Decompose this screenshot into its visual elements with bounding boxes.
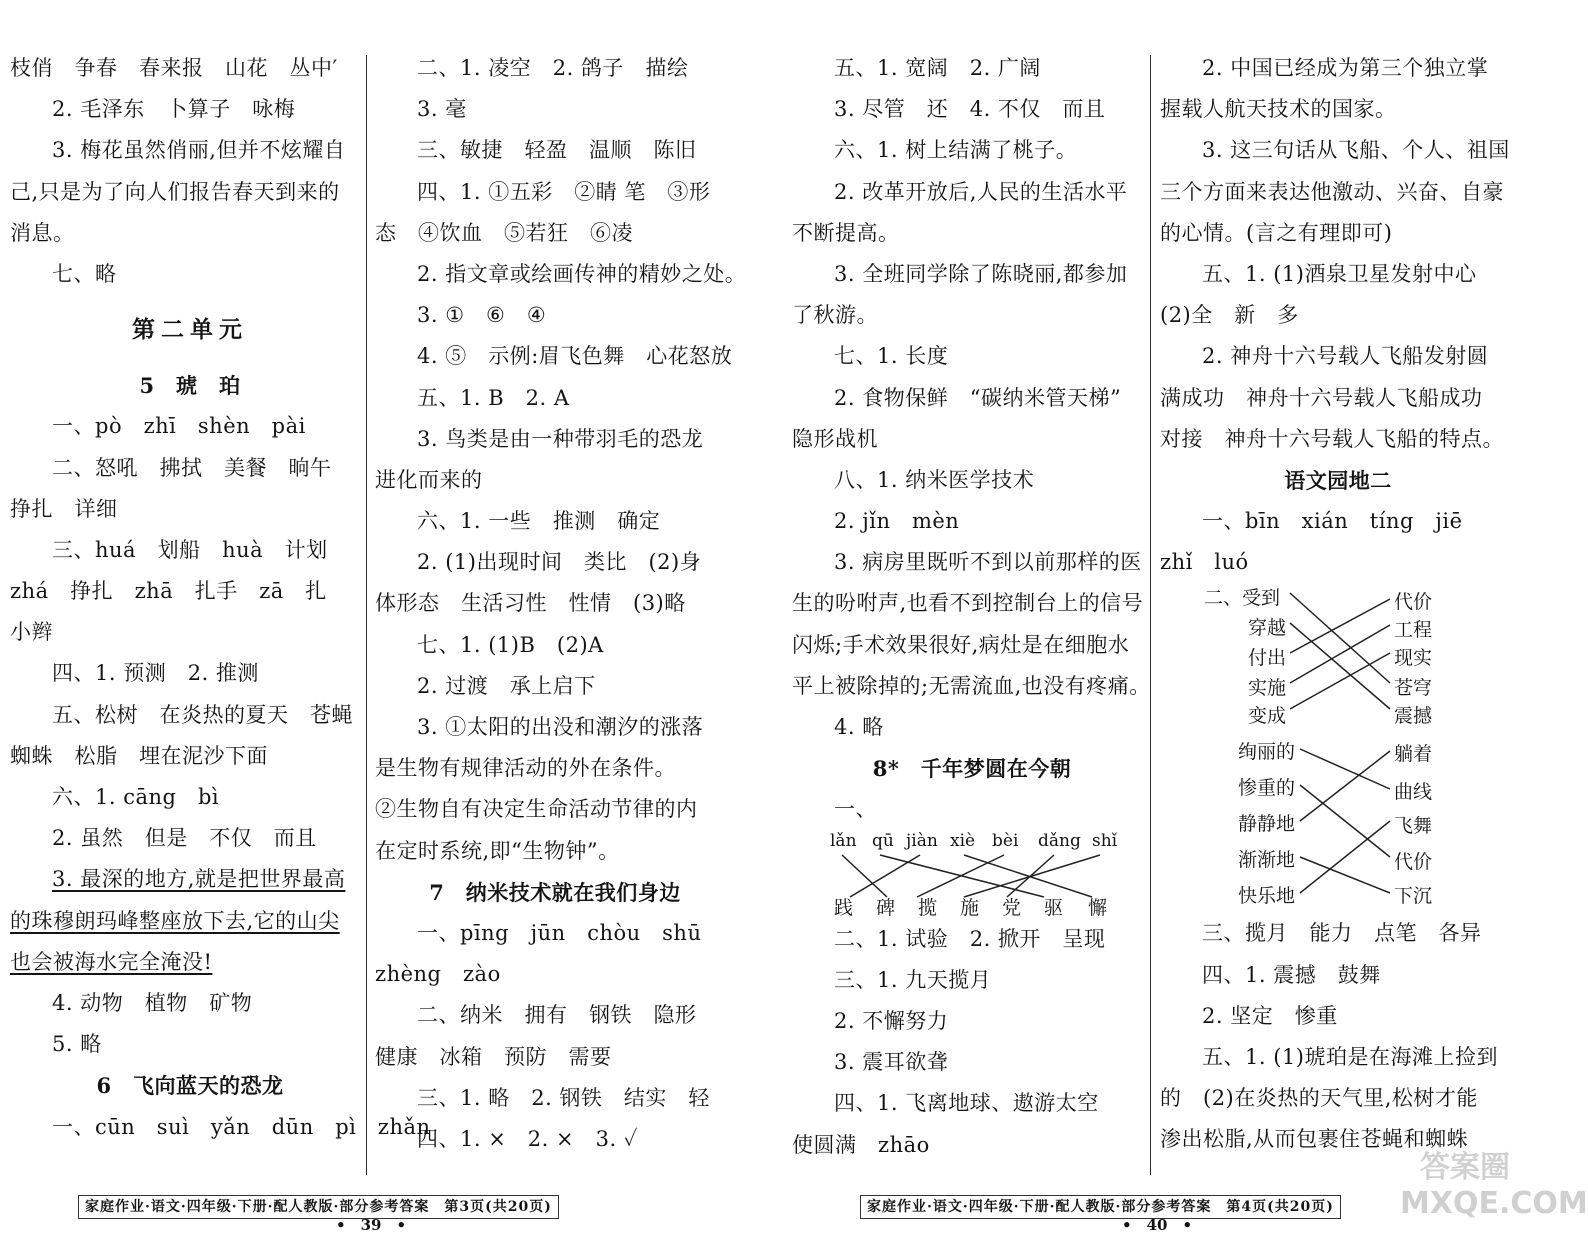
lesson-title: 5 琥 珀 [139, 373, 241, 399]
answer-line: 四、1. × 2. × 3. ✓ [417, 1126, 638, 1151]
pinyin-item: qū [872, 830, 894, 851]
answer-line: 蜘蛛 松脂 埋在泥沙下面 [10, 743, 268, 768]
answer-line: 握载人航天技术的国家。 [1160, 97, 1397, 122]
answer-line: 的 (2)在炎热的天气里,松树才能 [1160, 1086, 1478, 1111]
answer-line: 四、1. 震撼 鼓舞 [1202, 962, 1381, 987]
answer-line: 渗出松脂,从而包裹住苍蝇和蜘蛛 [1160, 1127, 1469, 1152]
answer-line: 二、1. 凌空 2. 鸽子 描绘 [417, 56, 689, 80]
match-right-item: 下沉 [1394, 885, 1433, 908]
matching-lines [1160, 733, 1500, 913]
answer-line: 八、1. 纳米医学技术 [834, 467, 1035, 492]
pinyin-item: jiàn [906, 830, 938, 851]
match-right-item: 代价 [1394, 851, 1433, 874]
match-left-item: 渐渐地 [1238, 849, 1296, 872]
pinyin-item: shǐ [1092, 830, 1118, 851]
char-item: 碑 [876, 896, 896, 919]
answer-line-underlined: 的珠穆朗玛峰整座放下去,它的山尖 [10, 908, 340, 933]
unit-title: 第二单元 [132, 316, 248, 344]
answer-line: 2. 神舟十六号载人飞船发射圆 [1202, 344, 1489, 369]
lesson-title: 6 飞向蓝天的恐龙 [96, 1073, 284, 1099]
answer-line: 3. 尽管 还 4. 不仅 而且 [834, 97, 1106, 122]
answer-line: 2. 指文章或绘画传神的精妙之处。 [417, 261, 747, 286]
match-right-item: 苍穹 [1394, 677, 1433, 700]
section-title: 语文园地二 [1284, 467, 1392, 493]
right-page-number: • 40 • [1122, 1216, 1193, 1234]
answer-line: 六、1. cāng bì [52, 785, 220, 809]
answer-line: 三、1. 九天揽月 [834, 967, 992, 992]
answer-line: 4. ⑤ 示例:眉飞色舞 心花怒放 [417, 344, 733, 369]
char-item: 施 [960, 896, 980, 919]
answer-line-underlined: 3. 最深的地方,就是把世界最高 [52, 867, 346, 892]
answer-line: zhèng zào [375, 962, 501, 987]
match-right-item: 躺着 [1394, 743, 1433, 766]
answer-line: 态 ④饮血 ⑤若狂 ⑥凌 [375, 220, 633, 245]
answer-line: 五、1. (1)酒泉卫星发射中心 [1202, 261, 1477, 286]
match-left-item: 穿越 [1248, 617, 1287, 640]
match-left-item: 实施 [1248, 677, 1287, 700]
answer-line: 3. 全班同学除了陈晓丽,都参加 [834, 261, 1128, 286]
right-page-footer: 家庭作业·语文·四年级·下册·配人教版·部分参考答案 第4页(共20页) [860, 1195, 1341, 1219]
match-left-item: 二、受到 [1204, 587, 1281, 610]
answer-line: 己,只是为了向人们报告春天到来的 [10, 179, 340, 204]
right-page-column-1 [792, 48, 1152, 1183]
answer-line: 一、 [834, 797, 877, 822]
answer-line: 五、1. B 2. A [417, 385, 570, 410]
answer-line: 3. 梅花虽然俏丽,但并不炫耀自 [52, 138, 346, 163]
char-item: 懈 [1088, 896, 1108, 919]
right-page-column-2 [1160, 48, 1516, 1183]
answer-line: zhǐ luó [1160, 550, 1249, 575]
answer-line: 2. 食物保鲜 “碳纳米管天梯” [834, 385, 1122, 410]
word-matching-2 [1160, 733, 1516, 913]
left-page-column-2 [375, 48, 747, 1183]
lesson-title: 8* 千年梦圆在今朝 [872, 756, 1072, 782]
left-page-number: • 39 • [336, 1216, 407, 1234]
answer-line: 四、1. ①五彩 ②睛 笔 ③形 [417, 179, 711, 204]
answer-line: 2. jǐn mèn [834, 509, 960, 534]
answer-line: 2. 改革开放后,人民的生活水平 [834, 179, 1128, 204]
char-item: 践 [834, 896, 854, 919]
pinyin-item: dǎng [1038, 830, 1081, 851]
match-left-item: 变成 [1248, 705, 1287, 728]
answer-line: 隐形战机 [792, 426, 878, 451]
answer-line: 二、1. 试验 2. 掀开 呈现 [834, 926, 1106, 951]
answer-line: 3. 这三句话从飞船、个人、祖国 [1202, 138, 1510, 163]
answer-line: 的心情。(言之有理即可) [1160, 220, 1393, 245]
answer-line: 四、1. 预测 2. 推测 [52, 661, 259, 686]
answer-line: 三、huá 划船 huà 计划 [52, 537, 328, 562]
match-right-item: 曲线 [1394, 781, 1433, 804]
word-matching-1 [1160, 583, 1516, 733]
answer-line: ②生物自有决定生命活动节律的内 [375, 797, 698, 822]
answer-line: 3. 震耳欲聋 [834, 1050, 949, 1075]
answer-line: 不断提高。 [792, 220, 900, 245]
answer-line: 对接 神舟十六号载人飞船的特点。 [1160, 426, 1504, 451]
match-left-item: 惨重的 [1238, 777, 1296, 800]
match-right-item: 代价 [1394, 591, 1433, 614]
char-item: 揽 [918, 896, 938, 919]
match-left-item: 静静地 [1238, 813, 1296, 836]
answer-line: 七、略 [52, 261, 117, 286]
match-right-item: 震撼 [1394, 705, 1433, 728]
answer-line: 五、松树 在炎热的夏天 苍蝇 [52, 702, 353, 727]
answer-line: 小辫 [10, 620, 53, 645]
answer-line: 枝俏 争春 春来报 山花 丛中′ [10, 56, 338, 80]
answer-line: 六、1. 一些 推测 确定 [417, 509, 661, 534]
answer-line: 2. 坚定 惨重 [1202, 1003, 1338, 1028]
answer-line: 2. 虽然 但是 不仅 而且 [52, 826, 317, 851]
match-right-item: 现实 [1394, 647, 1433, 670]
answer-line: 3. 病房里既听不到以前那样的医 [834, 550, 1142, 575]
answer-line-underlined: 也会被海水完全淹没! [10, 949, 213, 974]
match-left-item: 绚丽的 [1238, 741, 1296, 764]
answer-line: 生的吩咐声,也看不到控制台上的信号 [792, 591, 1144, 616]
char-item: 党 [1002, 896, 1022, 919]
match-left-item: 快乐地 [1238, 885, 1296, 908]
answer-line: 一、pò zhī shèn pài [52, 414, 306, 439]
answer-line: 2. (1)出现时间 类比 (2)身 [417, 550, 702, 575]
answer-line: 3. 鸟类是由一种带羽毛的恐龙 [417, 426, 704, 451]
answer-line: 了秋游。 [792, 303, 878, 328]
answer-line: 满成功 神舟十六号载人飞船成功 [1160, 385, 1483, 410]
answer-line: 2. 过渡 承上启下 [417, 673, 596, 698]
answer-line: 在定时系统,即“生物钟”。 [375, 838, 620, 863]
column-divider [1150, 55, 1151, 1175]
answer-line: 3. ①太阳的出没和潮汐的涨落 [417, 715, 704, 739]
left-page-footer: 家庭作业·语文·四年级·下册·配人教版·部分参考答案 第3页(共20页) [78, 1195, 559, 1219]
answer-line: 七、1. (1)B (2)A [417, 632, 604, 657]
answer-line: 一、cūn suì yǎn dūn pì zhǎn [52, 1114, 431, 1139]
answer-line: 四、1. 飞离地球、遨游太空 [834, 1091, 1099, 1116]
answer-line: 三、揽月 能力 点笔 各异 [1202, 921, 1482, 946]
answer-line: 4. 动物 植物 矿物 [52, 990, 253, 1015]
answer-line: 闪烁;手术效果很好,病灶是在细胞水 [792, 632, 1130, 657]
answer-line: 平上被除掉的;无需流血,也没有疼痛。 [792, 673, 1151, 698]
answer-line: 二、怒吼 拂拭 美餐 晌午 [52, 455, 332, 480]
pinyin-item: bèi [992, 830, 1019, 851]
match-right-item: 飞舞 [1394, 815, 1433, 838]
char-item: 驱 [1044, 896, 1064, 919]
answer-line: 体形态 生活习性 性情 (3)略 [375, 591, 686, 616]
answer-line: (2)全 新 多 [1160, 303, 1299, 328]
answer-line: 三、1. 略 2. 钢铁 结实 轻 [417, 1085, 710, 1110]
answer-line: 二、纳米 拥有 钢铁 隐形 [417, 1003, 697, 1028]
watermark-logo: 答案圈 MXQE.COM [1400, 1150, 1588, 1221]
answer-line: 一、pīng jūn chòu shū [417, 920, 702, 945]
answer-line: 3. 毫 [417, 97, 467, 122]
match-left-item: 付出 [1248, 647, 1287, 670]
answer-line: 2. 不懈努力 [834, 1008, 949, 1033]
answer-line: 2. 毛泽东 卜算子 咏梅 [52, 97, 296, 122]
answer-line: 挣扎 详细 [10, 496, 118, 521]
answer-line: 五、1. (1)琥珀是在海滩上捡到 [1202, 1045, 1498, 1069]
pinyin-item: lǎn [830, 830, 857, 851]
answer-line: 六、1. 树上结满了桃子。 [834, 138, 1078, 163]
answer-line: 健康 冰箱 预防 需要 [375, 1044, 612, 1069]
pinyin-item: xiè [950, 830, 976, 851]
match-right-item: 工程 [1394, 619, 1433, 642]
answer-line: 七、1. 长度 [834, 344, 949, 369]
answer-line: 消息。 [10, 220, 75, 245]
answer-line: zhá 挣扎 zhā 扎手 zā 扎 [10, 579, 327, 604]
answer-line: 五、1. 宽阔 2. 广阔 [834, 56, 1041, 80]
answer-line: 2. 中国已经成为第三个独立掌 [1202, 56, 1489, 80]
answer-line: 三个方面来表达他激动、兴奋、自豪 [1160, 179, 1504, 204]
answer-line: 4. 略 [834, 715, 884, 739]
answer-line: 使圆满 zhāo [792, 1132, 930, 1157]
answer-line: 一、bīn xián tíng jiē [1202, 509, 1463, 534]
answer-line: 5. 略 [52, 1032, 102, 1057]
answer-line: 3. ① ⑥ ④ [417, 303, 547, 328]
lesson-title: 7 纳米技术就在我们身边 [429, 879, 681, 905]
answer-line: 进化而来的 [375, 467, 483, 492]
answer-line: 三、敏捷 轻盈 温顺 陈旧 [417, 138, 697, 163]
column-divider [366, 55, 367, 1175]
pinyin-char-matching [792, 831, 1152, 919]
answer-line: 是生物有规律活动的外在条件。 [375, 756, 676, 781]
